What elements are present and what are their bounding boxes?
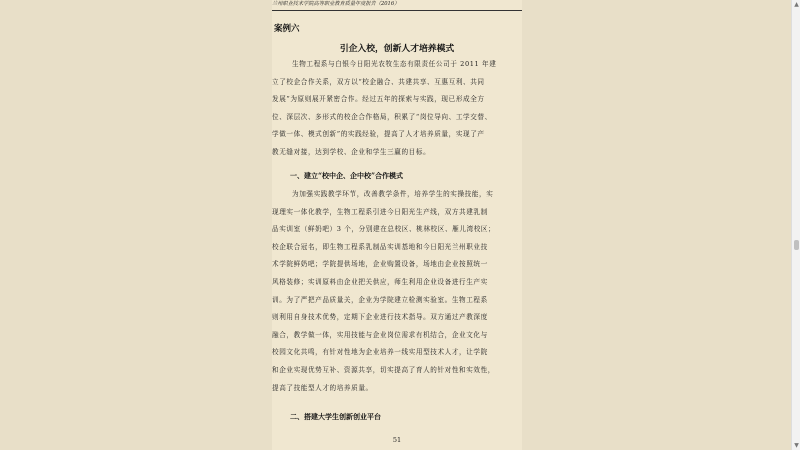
- paragraph-line: 学做一体、模式创新”的实践经验，提高了人才培养质量，实现了产: [272, 130, 485, 139]
- paragraph-line: 位、深层次、多形式的校企合作格局，积累了“岗位导向、工学交替、: [272, 112, 492, 121]
- paragraph-line: 现理实一体化教学，生物工程系引进今日阳光生产线，双方共建乳制: [272, 207, 488, 216]
- vertical-scrollbar[interactable]: [791, 0, 800, 450]
- paragraph-1: [272, 56, 522, 162]
- paragraph-line: 立了校企合作关系，双方以“校企融合、共建共享、互惠互利、共同: [272, 77, 485, 86]
- paragraph-line: 训。为了严把产品质量关，企业为学院建立检测实验室。生物工程系: [272, 295, 488, 304]
- scroll-up-icon[interactable]: ▲: [794, 1, 799, 8]
- paragraph-line: 校园文化共鸣，有针对性地为企业培养一线实用型技术人才，让学院: [272, 348, 488, 357]
- paragraph-line: 品实训室（鲜奶吧）3 个，分别建在总校区、桃林校区、雁儿湾校区；: [272, 225, 496, 234]
- paragraph-line: 提高了技能型人才的培养质量。: [272, 383, 373, 392]
- section-heading-2: 二、搭建大学生创新创业平台: [290, 412, 381, 421]
- paragraph-line: 教无缝对接，达到学校、企业和学生三赢的目标。: [272, 147, 431, 156]
- section-heading-1: 一、建立“校中企、企中校”合作模式: [290, 171, 404, 180]
- paragraph-line: 则利用自身技术优势，定期下企业进行技术指导。双方通过产教深度: [272, 313, 488, 322]
- case-label: 案例六: [274, 24, 300, 34]
- paragraph-line: 和企业实现优势互补、资源共享，切实提高了育人的针对性和实效性，: [272, 365, 496, 374]
- paragraph-line: 生物工程系与白银今日阳光农牧生态有限责任公司于 2011 年建: [292, 60, 497, 68]
- running-header: 兰州职业技术学院高等职业教育质量年度报告（2016）: [272, 0, 522, 11]
- paragraph-line: 校企联合冠名，即生物工程系乳制品实训基地和今日阳光兰州职业技: [272, 242, 488, 251]
- paragraph-line: 融合，教学做一体，实用技能与企业岗位需求有机结合，企业文化与: [272, 330, 488, 339]
- case-title: 引企入校，创新人才培养模式: [339, 44, 455, 54]
- paragraph-2: [272, 186, 522, 397]
- scroll-down-icon[interactable]: ▼: [794, 442, 799, 449]
- page-number: 51: [392, 436, 402, 444]
- paragraph-line: 风格装修；实训原料由企业把关供应，师生利用企业设备进行生产实: [272, 277, 488, 286]
- paragraph-line: 术学院鲜奶吧；学院提供场地，企业购置设备，场地由企业按照统一: [272, 260, 488, 269]
- paragraph-line: 为加强实践教学环节，改善教学条件，培养学生的实操技能，实: [292, 190, 494, 198]
- scrollbar-thumb[interactable]: [794, 240, 799, 250]
- paragraph-line: 发展”为原则展开紧密合作。经过五年的探索与实践，现已形成全方: [272, 95, 485, 104]
